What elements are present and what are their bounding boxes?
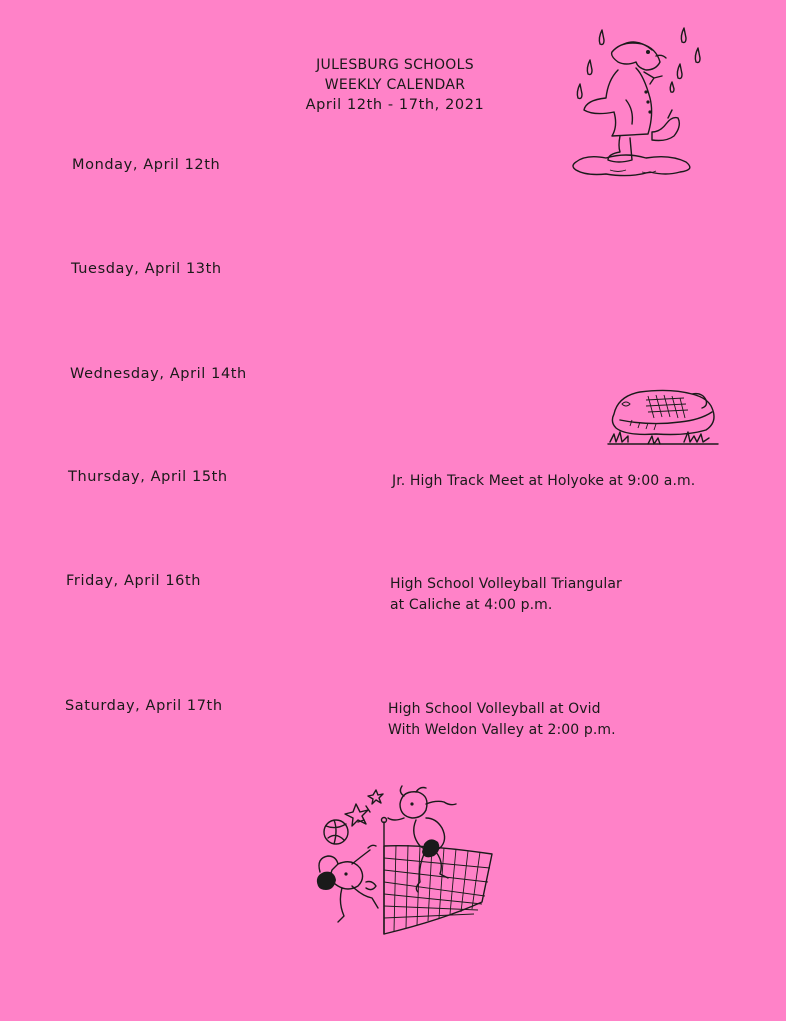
day-label-friday: Friday, April 16th <box>66 573 202 589</box>
volleyball-players-icon <box>312 782 502 938</box>
calendar-header <box>250 55 540 115</box>
school-name: JULESBURG SCHOOLS <box>316 57 474 73</box>
day-label-thursday: Thursday, April 15th <box>68 469 228 485</box>
event-line: High School Volleyball at Ovid <box>388 701 601 717</box>
day-label-saturday: Saturday, April 17th <box>65 698 223 714</box>
event-line: With Weldon Valley at 2:00 p.m. <box>388 722 616 738</box>
event-line: High School Volleyball Triangular <box>390 576 622 592</box>
event-friday-volleyball <box>390 574 622 616</box>
track-shoe-icon <box>608 386 720 448</box>
event-line: at Caliche at 4:00 p.m. <box>390 597 553 613</box>
event-thursday-track <box>392 471 695 492</box>
rain-duck-icon <box>572 22 707 184</box>
event-saturday-volleyball <box>388 699 616 741</box>
day-label-wednesday: Wednesday, April 14th <box>70 366 247 382</box>
day-label-tuesday: Tuesday, April 13th <box>71 261 222 277</box>
date-range: April 12th - 17th, 2021 <box>305 97 485 113</box>
calendar-title: WEEKLY CALENDAR <box>324 77 466 93</box>
event-line: Jr. High Track Meet at Holyoke at 9:00 a.m. <box>392 473 696 489</box>
day-label-monday: Monday, April 12th <box>72 157 221 173</box>
